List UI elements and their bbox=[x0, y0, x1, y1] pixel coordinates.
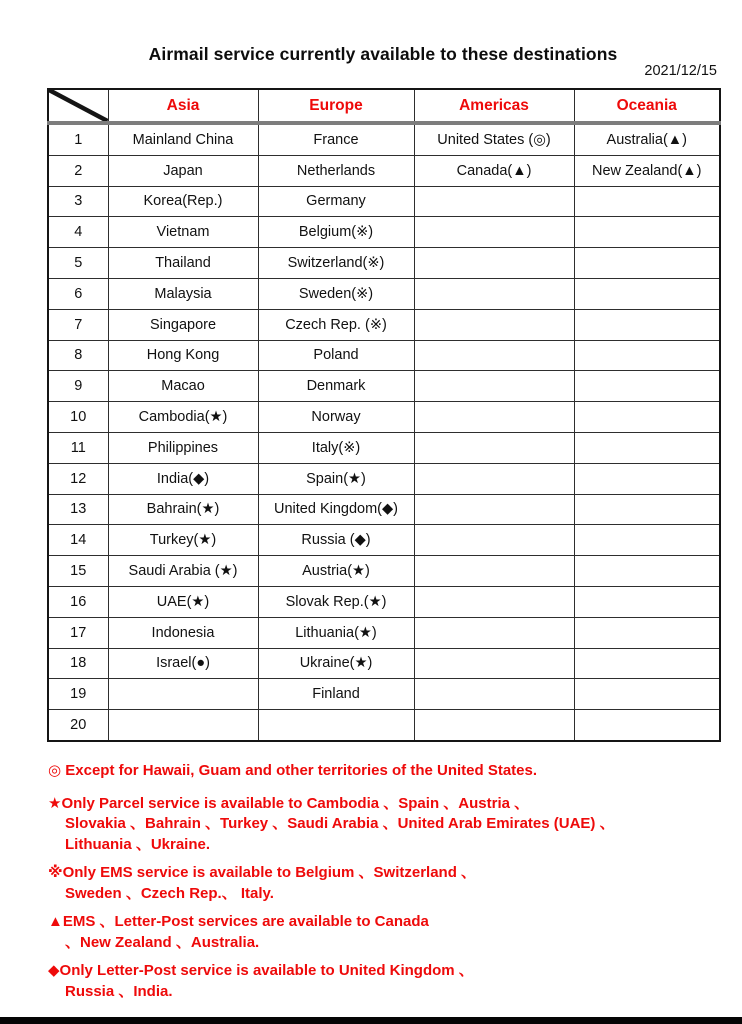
row-number: 16 bbox=[48, 586, 108, 617]
row-number: 17 bbox=[48, 617, 108, 648]
destination-cell bbox=[414, 710, 574, 741]
note-diamond bbox=[48, 961, 716, 1002]
table-row bbox=[48, 371, 720, 402]
note-line: ★Only Parcel service is available to Cambodia 、Spain 、Austria 、 bbox=[48, 794, 530, 812]
destination-cell bbox=[574, 710, 720, 741]
row-number: 9 bbox=[48, 371, 108, 402]
table-row bbox=[48, 556, 720, 587]
destination-cell bbox=[414, 556, 574, 587]
table-row bbox=[48, 679, 720, 710]
note-line: ※Only EMS service is available to Belgium 、Switzerland 、 bbox=[48, 864, 477, 881]
destination-cell bbox=[574, 556, 720, 587]
column-header-europe: Europe bbox=[258, 89, 414, 123]
page-title: Airmail service currently available to these destinations bbox=[148, 44, 618, 64]
table-row bbox=[48, 248, 720, 279]
destination-cell: Italy(※) bbox=[258, 432, 414, 463]
destination-cell bbox=[258, 710, 414, 741]
destination-cell: Finland bbox=[258, 679, 414, 710]
table-row bbox=[48, 525, 720, 556]
row-number: 18 bbox=[48, 648, 108, 679]
destination-cell: Singapore bbox=[108, 309, 258, 340]
note-line: Russia 、India. bbox=[65, 982, 173, 1000]
date-label: 2021/12/15 bbox=[644, 63, 717, 79]
column-header-americas: Americas bbox=[414, 89, 574, 123]
destination-cell: Bahrain(★) bbox=[108, 494, 258, 525]
destination-cell: United Kingdom(◆) bbox=[258, 494, 414, 525]
table-body bbox=[48, 123, 720, 741]
table-row bbox=[48, 463, 720, 494]
note-line: ▲EMS 、Letter-Post services are available to Canada bbox=[48, 913, 429, 930]
table-row bbox=[48, 617, 720, 648]
destination-cell: United States (◎) bbox=[414, 123, 574, 155]
destination-cell: Norway bbox=[258, 402, 414, 433]
destination-cell: Indonesia bbox=[108, 617, 258, 648]
destination-cell: Czech Rep. (※) bbox=[258, 309, 414, 340]
destination-cell bbox=[574, 340, 720, 371]
destination-cell bbox=[414, 340, 574, 371]
destination-cell bbox=[574, 278, 720, 309]
note-line: ◎ Except for Hawaii, Guam and other territories of the United States. bbox=[48, 762, 538, 779]
note-star bbox=[48, 794, 716, 856]
row-number: 2 bbox=[48, 155, 108, 186]
note-line: Slovakia 、Bahrain 、Turkey 、Saudi Arabia 、United Arab Emirates (UAE) 、 bbox=[65, 815, 615, 832]
note-line: Sweden 、Czech Rep.、 Italy. bbox=[65, 884, 274, 902]
destination-cell bbox=[414, 617, 574, 648]
destination-cell: Russia (◆) bbox=[258, 525, 414, 556]
destination-cell bbox=[574, 432, 720, 463]
row-number: 15 bbox=[48, 556, 108, 587]
destination-cell: Philippines bbox=[108, 432, 258, 463]
destination-cell: Hong Kong bbox=[108, 340, 258, 371]
destination-cell: New Zealand(▲) bbox=[574, 155, 720, 186]
destination-cell bbox=[414, 248, 574, 279]
table-row bbox=[48, 278, 720, 309]
row-number: 14 bbox=[48, 525, 108, 556]
note-line: Lithuania 、Ukraine. bbox=[65, 835, 211, 853]
destination-cell: Switzerland(※) bbox=[258, 248, 414, 279]
destination-cell: Austria(★) bbox=[258, 556, 414, 587]
destination-cell: Israel(●) bbox=[108, 648, 258, 679]
corner-cell bbox=[48, 89, 108, 123]
row-number: 6 bbox=[48, 278, 108, 309]
destination-cell: UAE(★) bbox=[108, 586, 258, 617]
destination-cell bbox=[414, 402, 574, 433]
destination-cell: Saudi Arabia (★) bbox=[108, 556, 258, 587]
destination-cell bbox=[414, 648, 574, 679]
table-row bbox=[48, 217, 720, 248]
row-number: 13 bbox=[48, 494, 108, 525]
row-number: 5 bbox=[48, 248, 108, 279]
note-reference-mark bbox=[48, 863, 716, 904]
destination-cell bbox=[414, 525, 574, 556]
note-triangle bbox=[48, 912, 716, 953]
table-row bbox=[48, 155, 720, 186]
notes bbox=[48, 761, 716, 1010]
destination-cell bbox=[574, 309, 720, 340]
table-row bbox=[48, 186, 720, 217]
destination-cell bbox=[574, 494, 720, 525]
table-row bbox=[48, 123, 720, 155]
table-row bbox=[48, 340, 720, 371]
note-line: 、New Zealand 、Australia. bbox=[65, 933, 260, 951]
destination-cell: France bbox=[258, 123, 414, 155]
destination-cell: Lithuania(★) bbox=[258, 617, 414, 648]
destination-cell: Ukraine(★) bbox=[258, 648, 414, 679]
row-number: 1 bbox=[48, 123, 108, 155]
destination-cell bbox=[574, 525, 720, 556]
destination-cell: Belgium(※) bbox=[258, 217, 414, 248]
bottom-bar bbox=[0, 1017, 742, 1024]
destination-cell: Denmark bbox=[258, 371, 414, 402]
destination-cell: Malaysia bbox=[108, 278, 258, 309]
destination-cell: Thailand bbox=[108, 248, 258, 279]
destination-cell bbox=[108, 679, 258, 710]
destination-cell bbox=[574, 679, 720, 710]
destination-cell bbox=[574, 371, 720, 402]
destination-cell bbox=[108, 710, 258, 741]
destination-cell: Vietnam bbox=[108, 217, 258, 248]
row-number: 8 bbox=[48, 340, 108, 371]
destination-cell bbox=[574, 402, 720, 433]
destination-cell: Slovak Rep.(★) bbox=[258, 586, 414, 617]
row-number: 7 bbox=[48, 309, 108, 340]
row-number: 19 bbox=[48, 679, 108, 710]
destination-cell: Macao bbox=[108, 371, 258, 402]
row-number: 11 bbox=[48, 432, 108, 463]
destination-cell: Korea(Rep.) bbox=[108, 186, 258, 217]
destination-cell: Spain(★) bbox=[258, 463, 414, 494]
row-number: 20 bbox=[48, 710, 108, 741]
destination-cell bbox=[414, 278, 574, 309]
row-number: 10 bbox=[48, 402, 108, 433]
destination-cell bbox=[574, 463, 720, 494]
column-header-oceania: Oceania bbox=[574, 89, 720, 123]
table-row bbox=[48, 309, 720, 340]
destination-cell bbox=[414, 494, 574, 525]
destination-cell bbox=[574, 617, 720, 648]
note-line: ◆Only Letter-Post service is available to United Kingdom 、 bbox=[48, 962, 474, 979]
destination-cell bbox=[574, 248, 720, 279]
destination-cell bbox=[574, 586, 720, 617]
destination-cell: Canada(▲) bbox=[414, 155, 574, 186]
table-row bbox=[48, 494, 720, 525]
destination-cell bbox=[574, 217, 720, 248]
table-row bbox=[48, 432, 720, 463]
destination-cell: Mainland China bbox=[108, 123, 258, 155]
destinations-table bbox=[47, 88, 721, 742]
destination-cell: Australia(▲) bbox=[574, 123, 720, 155]
destination-cell: Poland bbox=[258, 340, 414, 371]
destination-cell bbox=[414, 463, 574, 494]
destination-cell bbox=[574, 186, 720, 217]
destination-cell bbox=[574, 648, 720, 679]
row-number: 4 bbox=[48, 217, 108, 248]
destination-cell bbox=[414, 217, 574, 248]
destination-cell bbox=[414, 586, 574, 617]
destination-cell: Sweden(※) bbox=[258, 278, 414, 309]
destination-cell bbox=[414, 309, 574, 340]
row-number: 3 bbox=[48, 186, 108, 217]
diagonal-line-icon bbox=[49, 90, 108, 121]
destination-cell: Japan bbox=[108, 155, 258, 186]
table-row bbox=[48, 648, 720, 679]
destination-cell: India(◆) bbox=[108, 463, 258, 494]
destination-cell: Cambodia(★) bbox=[108, 402, 258, 433]
destination-cell: Germany bbox=[258, 186, 414, 217]
row-number: 12 bbox=[48, 463, 108, 494]
table-row bbox=[48, 710, 720, 741]
header-row bbox=[48, 89, 720, 123]
destination-cell bbox=[414, 679, 574, 710]
table-row bbox=[48, 586, 720, 617]
destination-cell: Netherlands bbox=[258, 155, 414, 186]
destination-cell: Turkey(★) bbox=[108, 525, 258, 556]
destination-cell bbox=[414, 371, 574, 402]
note-double-circle bbox=[48, 761, 716, 782]
destination-cell bbox=[414, 432, 574, 463]
destination-cell bbox=[414, 186, 574, 217]
table-row bbox=[48, 402, 720, 433]
column-header-asia: Asia bbox=[108, 89, 258, 123]
